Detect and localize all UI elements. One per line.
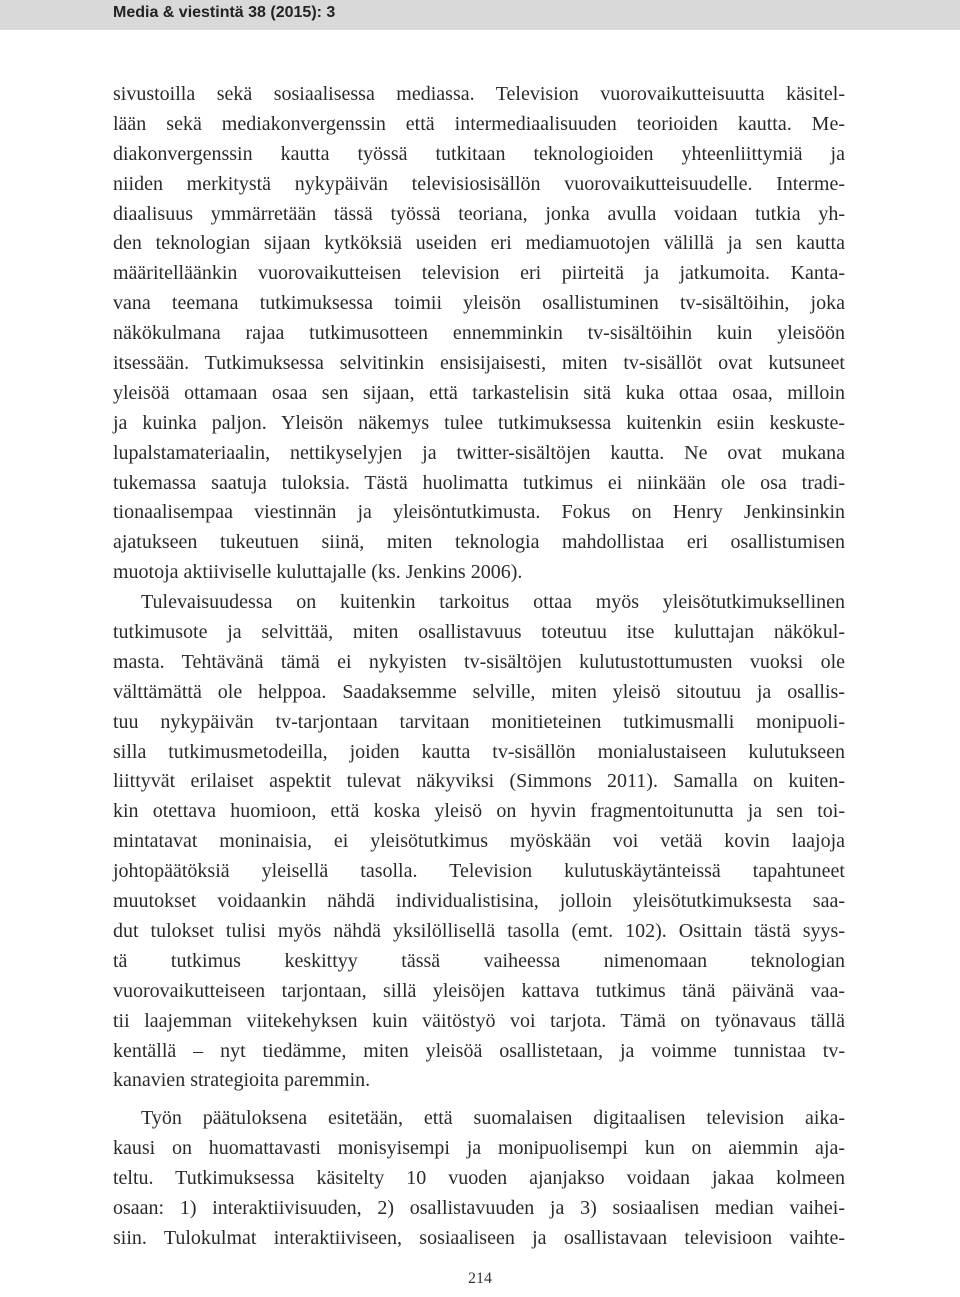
text-line: niiden merkitystä nykypäivän televisiosisällön vuorovaikutteisuudelle. Interme-	[113, 172, 845, 195]
text-line: tionaalisempaa viestinnän ja yleisöntutkimusta. Fokus on Henry Jenkinsinkin	[113, 501, 845, 524]
text-line: määritelläänkin vuorovaikutteisen television eri piirteitä ja jatkumoita. Kanta-	[113, 262, 845, 285]
text-line: lään sekä mediakonvergenssin että intermediaalisuuden teorioiden kautta. Me-	[113, 112, 845, 135]
text-line: Tulevaisuudessa on kuitenkin tarkoitus ottaa myös yleisötutkimuksellinen	[141, 591, 845, 614]
text-line: siin. Tulokulmat interaktiiviseen, sosiaaliseen ja osallistavaan televisioon vaihte-	[113, 1226, 845, 1249]
text-line: silla tutkimusmetodeilla, joiden kautta tv-sisällön monialustaiseen kulutukseen	[113, 740, 845, 763]
text-line: liittyvät erilaiset aspektit tulevat näkyviksi (Simmons 2011). Samalla on kuiten-	[113, 770, 845, 793]
text-line: kin otettava huomioon, että koska yleisö on hyvin fragmentoitunutta ja sen toi-	[113, 800, 845, 823]
text-line: dut tulokset tulisi myös nähdä yksilöllisellä tasolla (emt. 102). Osittain tästä syys-	[113, 919, 845, 942]
text-line: tuu nykypäivän tv-tarjontaan tarvitaan monitieteinen tutkimusmalli monipuoli-	[113, 710, 845, 733]
text-line: osaan: 1) interaktiivisuuden, 2) osallistavuuden ja 3) sosiaalisen median vaihei-	[113, 1196, 845, 1219]
text-line: sivustoilla sekä sosiaalisessa mediassa. Television vuorovaikutteisuutta käsitel-	[113, 83, 845, 105]
text-line: tä tutkimus keskittyy tässä vaiheessa nimenomaan teknologian	[113, 949, 845, 972]
text-line: den teknologian sijaan kytköksiä useiden eri mediamuotojen välillä ja sen kautta	[113, 232, 845, 255]
body-text	[113, 80, 845, 1254]
text-line: tukemassa saatuja tuloksia. Tästä huolimatta tutkimus ei niinkään ole osa tradi-	[113, 471, 845, 494]
text-line: kanavien strategioita paremmin.	[113, 1069, 371, 1092]
text-line: kentällä – nyt tiedämme, miten yleisöä osallistetaan, ja voimme tunnistaa tv-	[113, 1039, 845, 1062]
page-number: 214	[468, 1270, 492, 1287]
text-line: diaalisuus ymmärretään tässä työssä teoriana, jonka avulla voidaan tutkia yh-	[113, 202, 845, 225]
text-line: teltu. Tutkimuksessa käsitelty 10 vuoden ajanjakso voidaan jakaa kolmeen	[113, 1167, 845, 1190]
text-line: tutkimusote ja selvittää, miten osallistavuus toteutuu itse kuluttajan näkökul-	[113, 621, 845, 644]
text-line: mintatavat moninaisia, ei yleisötutkimus myöskään voi vetää kovin laajoja	[113, 830, 845, 853]
text-line: muotoja aktiiviselle kuluttajalle (ks. Jenkins 2006).	[113, 561, 523, 584]
text-line: tii laajemman viitekehyksen kuin väitöstyö voi tarjota. Tämä on työnavaus tällä	[113, 1009, 845, 1032]
text-line: välttämättä ole helppoa. Saadaksemme selville, miten yleisö sitoutuu ja osallis-	[113, 680, 845, 703]
text-line: itsessään. Tutkimuksessa selvitinkin ensisijaisesti, miten tv-sisällöt ovat kutsuneet	[113, 352, 845, 375]
text-line: ajatukseen tukeutuen siinä, miten teknologia mahdollistaa eri osallistumisen	[113, 531, 845, 554]
text-line: lupalstamateriaalin, nettikyselyjen ja twitter-sisältöjen kautta. Ne ovat mukana	[113, 441, 845, 464]
text-line: yleisöä ottamaan osaa sen sijaan, että tarkastelisin sitä kuka ottaa osaa, milloin	[113, 381, 845, 404]
text-line: näkökulmana rajaa tutkimusotteen ennemminkin tv-sisältöihin kuin yleisöön	[113, 322, 845, 345]
running-head	[0, 0, 960, 30]
text-line: vana teemana tutkimuksessa toimii yleisön osallistuminen tv-sisältöihin, joka	[113, 292, 845, 315]
text-line: johtopäätöksiä yleisellä tasolla. Television kulutuskäytänteissä tapahtuneet	[113, 860, 845, 883]
journal-citation: Media & viestintä 38 (2015): 3	[113, 4, 336, 21]
text-line: diakonvergenssin kautta työssä tutkitaan teknologioiden yhteenliittymiä ja	[113, 142, 845, 165]
text-line: muutokset voidaankin nähdä individualistisina, jolloin yleisötutkimuksesta saa-	[113, 890, 845, 913]
text-line: masta. Tehtävänä tämä ei nykyisten tv-sisältöjen kulutustottumusten vuoksi ole	[113, 650, 845, 673]
text-line: ja kuinka paljon. Yleisön näkemys tulee tutkimuksessa kuitenkin esiin keskuste-	[113, 411, 845, 434]
text-line: kausi on huomattavasti monisyisempi ja monipuolisempi kun on aiemmin aja-	[113, 1137, 845, 1160]
text-line: vuorovaikutteiseen tarjontaan, sillä yleisöjen kattava tutkimus tänä päivänä vaa-	[113, 979, 845, 1002]
text-line: Työn päätuloksena esitetään, että suomalaisen digitaalisen television aika-	[141, 1107, 845, 1130]
